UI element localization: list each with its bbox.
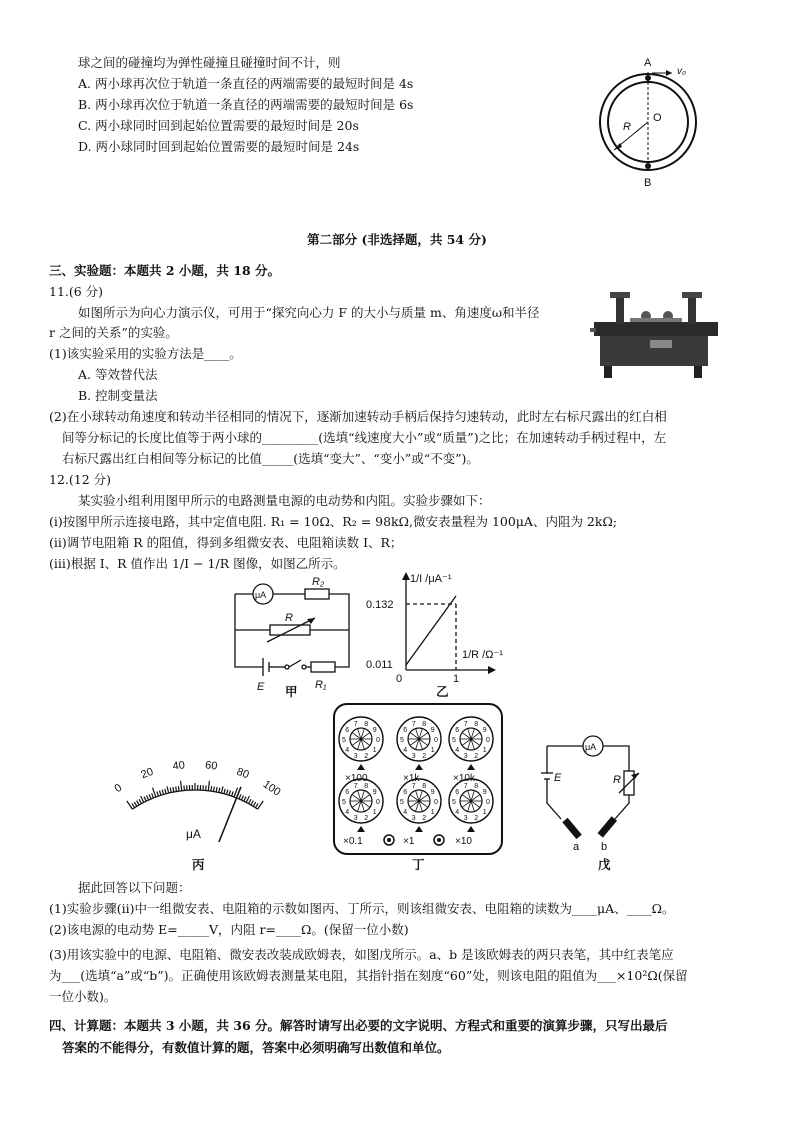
- resistance-dial-digit: 0: [434, 737, 438, 744]
- dial-tick-label: 20: [139, 765, 156, 782]
- q12-question3-line1: (3)用该实验中的电源、电阻箱、微安表改装成欧姆表，如图戊所示。a、b 是该欧姆表的两只表笔，其中红表笔应: [49, 947, 674, 962]
- resistance-dial-digit: 0: [486, 737, 490, 744]
- resistance-dial-digit: 7: [353, 782, 358, 790]
- resistance-dial-digit: 0: [376, 799, 380, 806]
- q12-question3-line2: 为___(选填“a”或“b”)。正确使用该欧姆表测量某电阻，其指针指在刻度“60”处，则该电阻的阻值为___×10²Ω(保留: [49, 968, 688, 983]
- ding-mult-1k: ×1k: [403, 773, 420, 784]
- wu-terminal-b: b: [601, 841, 608, 853]
- dial-tick-label: 40: [171, 759, 186, 773]
- section3-heading: 三、实验题：本题共 2 小题，共 18 分。: [49, 263, 281, 278]
- wu-microammeter-label: μA: [585, 742, 597, 752]
- resistance-dial-digit: 9: [372, 789, 377, 797]
- ding-mult-0-1: ×0.1: [343, 836, 363, 847]
- resistance-dial-digit: 5: [452, 799, 456, 806]
- q12-step3: (iii)根据 I、R 值作出 1/I − 1/R 图像，如图乙所示。: [49, 556, 346, 571]
- dial-tick: [149, 794, 151, 799]
- resistance-dial-digit: 9: [430, 789, 435, 797]
- resistance-dial-digit: 0: [486, 799, 490, 806]
- resistance-dial-digit: 3: [353, 753, 358, 761]
- label-r: R: [623, 121, 631, 133]
- figure-bing-dial: [100, 742, 290, 842]
- resistance-dial-digit: 8: [422, 720, 427, 728]
- resistance-dial-digit: 1: [482, 746, 487, 754]
- q12-stem: 某实验小组利用图甲所示的电路测量电源的电动势和内阻。实验步骤如下：: [78, 493, 491, 508]
- resistance-dial-digit: 6: [403, 727, 408, 735]
- dial-tick: [241, 796, 243, 801]
- dial-tick: [173, 787, 174, 792]
- resistance-dial-digit: 7: [411, 720, 416, 728]
- resistance-dial-digit: 2: [422, 753, 427, 761]
- resistance-dial-digit: 3: [411, 815, 416, 823]
- resistance-dial-digit: 1: [372, 808, 377, 816]
- wu-terminal-a: a: [573, 841, 580, 853]
- dial-tick: [147, 796, 149, 801]
- resistance-dial-digit: 7: [463, 782, 468, 790]
- figure-yi-graph: [364, 566, 514, 686]
- dial-tick-label: 80: [234, 765, 251, 782]
- dial-tick: [226, 790, 227, 795]
- resistance-dial-digit: 4: [403, 746, 408, 754]
- dial-tick: [127, 801, 133, 809]
- dial-tick: [255, 803, 258, 807]
- section4-heading-line2: 答案的不能得分，有数值计算的题，答案中必须明确写出数值和单位。: [62, 1040, 450, 1055]
- resistance-dial-digit: 7: [411, 782, 416, 790]
- option-b: B. 两小球再次位于轨道一条直径的两端需要的最短时间是 6s: [78, 97, 414, 112]
- label-a: A: [644, 57, 652, 69]
- q12-question3-line3: 一位小数)。: [49, 989, 117, 1004]
- resistance-dial-digit: 4: [455, 808, 460, 816]
- caption-bing: 丙: [192, 857, 205, 872]
- yi-y-bottom-value: 0.011: [366, 659, 393, 671]
- caption-jia: 甲: [285, 684, 298, 699]
- resistance-dial-digit: 3: [463, 753, 468, 761]
- dial-tick: [134, 802, 137, 806]
- q11-sub2-line1: (2)在小球转动角速度和转动半径相同的情况下，逐渐加速转动手柄后保持匀速转动，此时左右标尺露出的红白相: [49, 409, 667, 424]
- ding-mult-10k: ×10k: [453, 773, 475, 784]
- q11-stem-line1: 如图所示为向心力演示仪，可用于“探究向心力 F 的大小与质量 m、角速度ω和半径: [78, 305, 540, 320]
- wu-r-label: R: [613, 774, 621, 786]
- resistance-dial-digit: 1: [372, 746, 377, 754]
- resistance-dial-pointer: [415, 826, 423, 832]
- resistance-dial-digit: 9: [482, 727, 487, 735]
- resistance-dial-digit: 9: [482, 789, 487, 797]
- dial-tick: [176, 787, 177, 792]
- yi-y-top-value: 0.132: [366, 599, 394, 611]
- resistance-dial-digit: 3: [411, 753, 416, 761]
- resistance-dial-digit: 4: [403, 808, 408, 816]
- label-v0: v₀: [677, 66, 687, 77]
- resistance-dial-digit: 2: [474, 815, 479, 823]
- dial-tick: [229, 791, 231, 796]
- q11-sub2-line2: 间等分标记的长度比值等于两小球的_________(选填“线速度大小”或“质量”)之比；在加速转动手柄过程中，左: [62, 430, 667, 445]
- resistance-dial-digit: 2: [474, 753, 479, 761]
- ding-mult-100: ×100: [345, 773, 368, 784]
- dial-tick: [246, 796, 249, 802]
- resistance-dial-digit: 4: [345, 808, 350, 816]
- resistance-dial-digit: 1: [482, 808, 487, 816]
- dial-tick: [244, 797, 246, 802]
- q11-option-b: B. 控制变量法: [78, 388, 158, 403]
- caption-yi: 乙: [436, 684, 449, 699]
- wu-e-label: E: [554, 772, 562, 784]
- dial-tick: [232, 791, 234, 796]
- dial-tick: [139, 799, 141, 803]
- resistance-dial-digit: 8: [474, 782, 479, 790]
- q12-number: 12.(12 分): [49, 472, 112, 487]
- option-c: C. 两小球同时回到起始位置需要的最短时间是 20s: [78, 118, 359, 133]
- q11-sub2-line3: 右标尺露出红白相间等分标记的比值_____(选填“变大”、“变小”或“不变”)。: [62, 451, 479, 466]
- resistance-dial-digit: 8: [364, 720, 369, 728]
- dial-tick: [216, 787, 217, 792]
- resistance-dial-digit: 5: [342, 799, 346, 806]
- yi-x-axis-label: 1/R /Ω⁻¹: [462, 649, 503, 661]
- question-intro: 球之间的碰撞均为弹性碰撞且碰撞时间不计，则: [78, 55, 341, 70]
- resistance-dial-digit: 3: [353, 815, 358, 823]
- dial-tick: [181, 781, 182, 791]
- dial-tick: [144, 797, 146, 802]
- dial-tick: [157, 791, 159, 796]
- resistance-dial-digit: 8: [364, 782, 369, 790]
- resistance-dial-digit: 6: [345, 789, 350, 797]
- resistance-dial-digit: 3: [463, 815, 468, 823]
- yi-y-axis-label: 1/I /μA⁻¹: [410, 573, 452, 585]
- q11-option-a: A. 等效替代法: [78, 367, 158, 382]
- part2-title: 第二部分 (非选择题，共 54 分): [307, 232, 487, 247]
- q11-number: 11.(6 分): [49, 284, 104, 299]
- resistance-dial-digit: 6: [455, 789, 460, 797]
- resistance-dial-pointer: [357, 826, 365, 832]
- dial-tick: [159, 791, 161, 796]
- q12-question2: (2)该电源的电动势 E=_____V，内阻 r=____Ω。(保留一位小数): [49, 922, 409, 937]
- resistance-dial-pointer: [467, 764, 475, 770]
- option-d: D. 两小球同时回到起始位置需要的最短时间是 24s: [78, 139, 360, 154]
- yi-x-end-value: 1: [453, 673, 460, 685]
- centripetal-apparatus-photo: [590, 288, 722, 380]
- jia-r2-label: R₂: [312, 576, 325, 588]
- dial-tick: [249, 799, 251, 803]
- resistance-dial-digit: 1: [430, 808, 435, 816]
- section4-heading-line1: 四、计算题：本题共 3 小题，共 36 分。解答时请写出必要的文字说明、方程式和重要的演算步骤，只写出最后: [49, 1018, 668, 1033]
- yi-origin-label: 0: [396, 673, 403, 685]
- dial-tick: [152, 793, 154, 798]
- q11-sub1: (1)该实验采用的实验方法是____。: [49, 346, 242, 361]
- resistance-dial-digit: 6: [345, 727, 350, 735]
- resistance-dial-digit: 5: [400, 737, 404, 744]
- q12-step1: (i)按图甲所示连接电路，其中定值电阻. R₁ = 10Ω、R₂ = 98kΩ,微安表量程为 100μA、内阻为 2kΩ;: [49, 514, 618, 529]
- dial-tick: [137, 801, 139, 805]
- resistance-dial-pointer: [415, 764, 423, 770]
- dial-tick: [170, 788, 171, 793]
- ding-mult-1: ×1: [403, 836, 415, 847]
- resistance-dial-digit: 4: [345, 746, 350, 754]
- resistance-dial-pointer: [467, 826, 475, 832]
- label-o: O: [653, 112, 662, 124]
- figure-wu-ohmmeter: [535, 733, 645, 853]
- dial-tick: [178, 786, 179, 791]
- dial-tick: [162, 790, 163, 795]
- resistance-dial-digit: 6: [403, 789, 408, 797]
- ding-mult-10: ×10: [455, 836, 472, 847]
- dial-tick: [253, 802, 256, 806]
- resistance-dial-digit: 8: [422, 782, 427, 790]
- resistance-dial-digit: 1: [430, 746, 435, 754]
- label-b: B: [644, 177, 652, 189]
- dial-tick: [224, 789, 225, 794]
- resistance-dial-digit: 0: [434, 799, 438, 806]
- jia-r-label: R: [285, 612, 293, 624]
- resistance-dial-digit: 0: [376, 737, 380, 744]
- jia-microammeter-label: μA: [255, 590, 267, 600]
- resistance-dial-digit: 9: [372, 727, 377, 735]
- dial-tick: [221, 786, 223, 793]
- resistance-dial-digit: 5: [342, 737, 346, 744]
- dial-tick: [219, 788, 220, 793]
- caption-ding: 丁: [412, 857, 425, 872]
- dial-tick: [251, 801, 253, 805]
- figure-jia-circuit: [225, 572, 360, 697]
- dial-tick: [167, 786, 169, 793]
- q12-step2: (ii)调节电阻箱 R 的阻值，得到多组微安表、电阻箱读数 I、R；: [49, 535, 403, 550]
- dial-tick-label: 60: [204, 759, 219, 773]
- option-a: A. 两小球再次位于轨道一条直径的两端需要的最短时间是 4s: [78, 76, 414, 91]
- resistance-dial-digit: 4: [455, 746, 460, 754]
- dial-tick: [214, 787, 215, 792]
- dial-tick: [258, 801, 264, 809]
- resistance-dial-digit: 2: [422, 815, 427, 823]
- dial-tick-label: 0: [112, 781, 125, 796]
- q12-answer-intro: 据此回答以下问题：: [78, 880, 191, 895]
- resistance-dial-digit: 5: [452, 737, 456, 744]
- dial-tick-label: 100: [260, 778, 283, 799]
- q12-question1: (1)实验步骤(ii)中一组微安表、电阻箱的示数如图丙、丁所示，则该组微安表、电阻箱的读数为____μA、____Ω。: [49, 901, 675, 916]
- circular-track-figure: [592, 55, 704, 190]
- resistance-dial-pointer: [357, 764, 365, 770]
- resistance-dial-digit: 2: [364, 815, 369, 823]
- dial-tick: [132, 803, 135, 807]
- resistance-dial-digit: 8: [474, 720, 479, 728]
- resistance-dial-digit: 7: [353, 720, 358, 728]
- resistance-dial-digit: 5: [400, 799, 404, 806]
- dial-tick: [165, 789, 166, 794]
- dial-tick: [208, 781, 209, 791]
- figure-ding-dials: [333, 703, 503, 855]
- resistance-dial-digit: 9: [430, 727, 435, 735]
- caption-wu: 戊: [598, 857, 611, 872]
- q11-stem-line2: r 之间的关系”的实验。: [49, 325, 178, 340]
- resistance-dial-digit: 6: [455, 727, 460, 735]
- dial-tick: [141, 796, 144, 802]
- jia-r1-label: R₁: [315, 679, 327, 691]
- resistance-dial-digit: 2: [364, 753, 369, 761]
- dial-tick: [211, 786, 212, 791]
- jia-e-label: E: [257, 681, 265, 693]
- dial-tick: [239, 794, 241, 799]
- bing-unit-label: μA: [186, 827, 201, 841]
- resistance-dial-digit: 7: [463, 720, 468, 728]
